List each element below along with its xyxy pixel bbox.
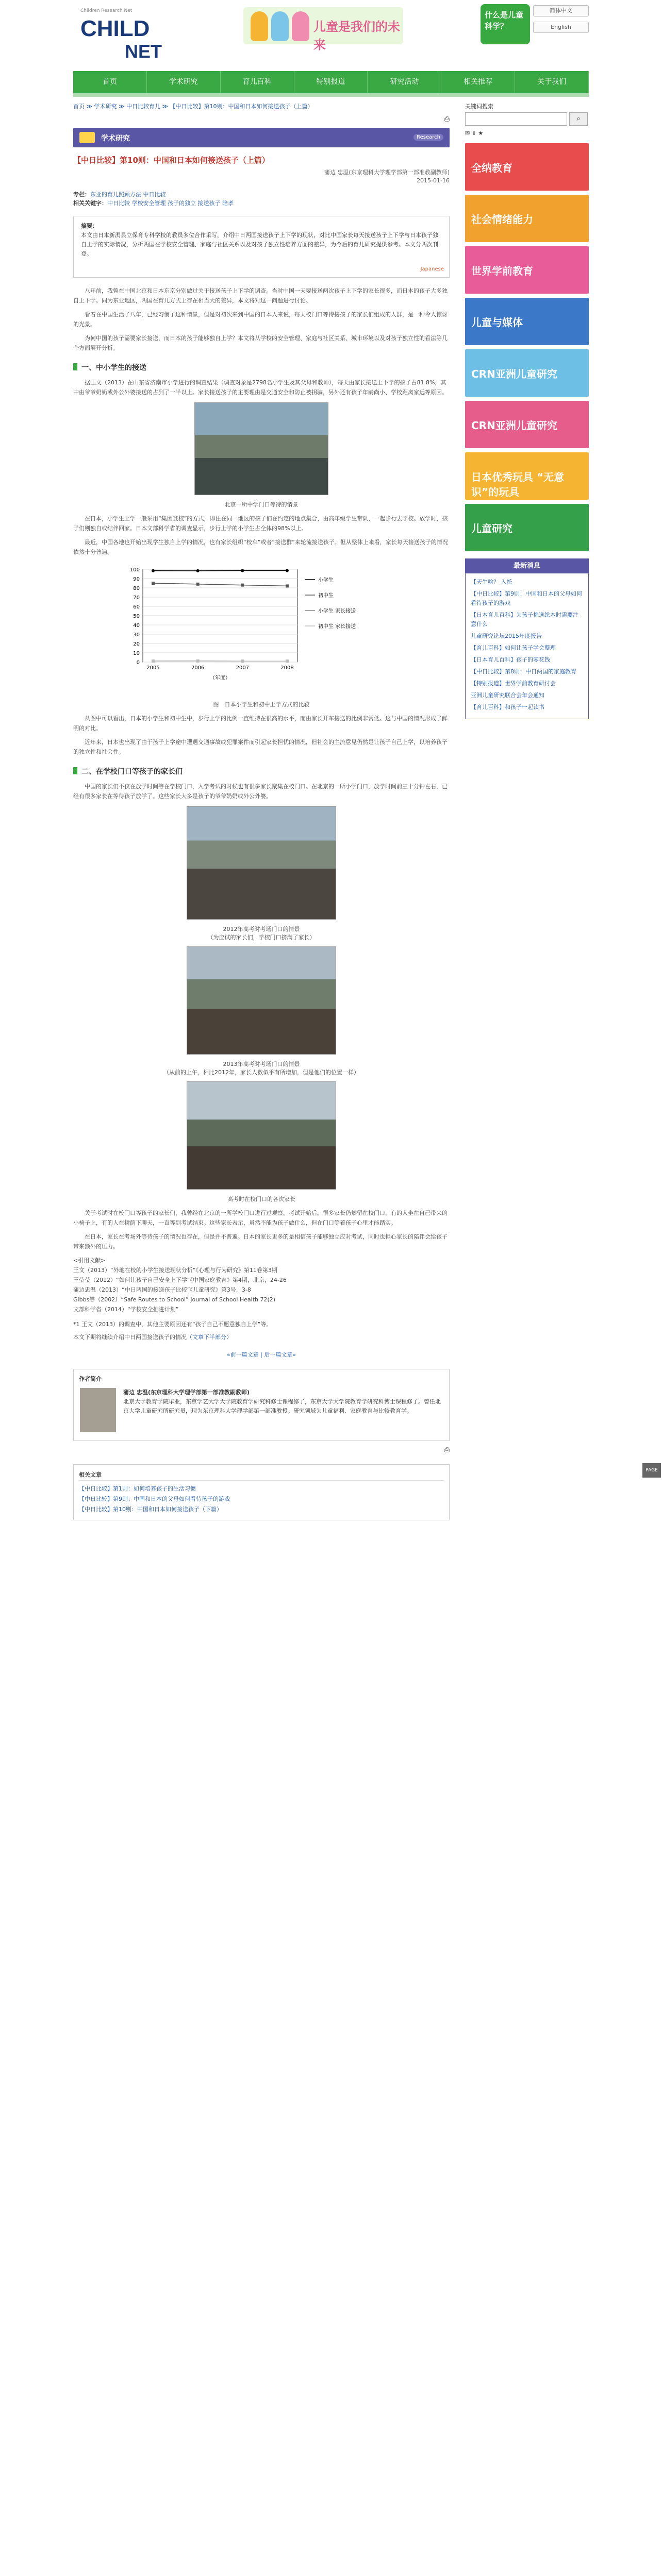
data-point [286,569,289,572]
banner-list [465,143,589,551]
reference-item: 蒲边忠温（2013）“中日两国的接送孩子比较”《儿童研究》第3号，3-8 [73,1286,251,1293]
logo-tagline: Children Research Net [80,8,133,13]
banner-label: 日本优秀玩具 “无意识”的玩具 [471,471,565,498]
data-point [286,659,289,663]
banner-label: CRN亚洲儿童研究 [471,368,557,380]
data-point [152,582,155,585]
news-item[interactable]: 儿童研究论坛2015年度报告 [471,633,542,639]
y-tick-label: 100 [129,567,140,573]
article-meta [73,168,450,185]
related-title: 相关文章 [79,1470,444,1481]
author-avatar [80,1388,116,1432]
sidebar-banner[interactable] [465,452,589,500]
child-illustration [271,11,289,41]
section-icon [79,132,95,143]
news-item[interactable]: 【日本育儿百科】孩子的零花钱 [471,656,550,663]
paragraph: 在日本，家长在考场外等待孩子的情况也存在，但是并不普遍。日本的家长更多的是相信孩子能够独立应对考试，同时也担心家长的陪伴会给孩子带来额外的压力。 [73,1233,448,1250]
y-tick-label: 50 [133,614,140,619]
next-note-text: 本文下期将继续介绍中日两国接送孩子的情况 [73,1334,187,1341]
y-tick-label: 20 [133,641,140,647]
data-point [241,659,244,663]
nav-item[interactable]: 育儿百科 [221,71,294,93]
paragraph: 在日本，小学生上学一般采用“集团登校”的方式，即住在同一地区的孩子们在约定的地点集合，由高年级学生带队，一起步行去学校。放学时，孩子们则独自或结伴回家。日本文部科学省的调查显示，步行上学的小学生占全体的98%以上。 [73,515,448,532]
banner-label: 儿童与媒体 [471,316,523,329]
section-heading: 一、中小学生的接送 [73,362,450,372]
paragraph: 最近，中国各地也开始出现学生独自上学的情况，也有家长组织“校车”或者“接送群”来轮流接送孩子。但从整体上来看，家长每天接送孩子的情况依然十分普遍。 [73,539,448,555]
search-input[interactable] [465,112,567,126]
banner-label: 社会情绪能力 [471,213,533,226]
news-item[interactable]: 【中日比较】第9则：中国和日本的父母如何看待孩子的游戏 [471,590,582,606]
footnote: *1 王文（2013）的调查中，其他主要原因还有“孩子自己不愿意独自上学”等。 [73,1321,272,1328]
sidebar-banner[interactable] [465,298,589,345]
chart-caption: 图 日本小学生和初中上学方式的比较 [213,701,310,708]
legend-label: 初中生 [318,593,334,599]
paragraph: 看着在中国生活了八年，已经习惯了这种情景，但是对初次来到中国的日本人来说，每天校门口等待接孩子的家长们组成的人群，是一种令人惊讶的光景。 [73,311,448,328]
data-point [286,584,289,587]
news-item[interactable]: 【特别报道】世界学前教育研讨会 [471,680,556,687]
news-box [465,558,589,719]
x-tick-label: 2005 [146,665,160,671]
sidebar-banner[interactable] [465,246,589,294]
breadcrumb[interactable]: 首页 ≫ 学术研究 ≫ 中日比较育儿 ≫ 【中日比较】第10则：中国和日本如何接送孩子（上篇） [73,103,313,110]
author-name: 蒲边 忠温(东京理科大学理学部第一部准教副教师) [123,1389,250,1396]
what-is-child-science-button[interactable]: 什么是儿童科学？ [481,4,530,44]
column-link[interactable]: 东亚的育儿照顾方法 中日比较 [90,191,166,198]
search-label: 关键词搜索 [465,103,493,110]
page-top-button[interactable]: PAGE TOP [642,1463,661,1478]
data-point [241,569,244,572]
article-pager[interactable]: «前一篇文章 | 后一篇文章» [226,1351,296,1358]
banner-label: 儿童研究 [471,522,512,535]
child-illustration [292,11,309,41]
legend-label: 小学生 [318,578,334,583]
nav-item[interactable]: 首页 [73,71,147,93]
article-title: 【中日比较】第10则：中国和日本如何接送孩子（上篇） [73,156,270,165]
child-illustration [251,11,268,41]
data-point [152,569,155,572]
news-list [466,573,588,719]
header [73,0,589,70]
y-tick-label: 90 [133,577,140,582]
section-title: 学术研究 [101,134,130,143]
photo-caption [73,1060,450,1076]
sidebar-banner[interactable] [465,504,589,551]
chart-svg [117,564,406,683]
keyword-links[interactable]: 中日比较 学校安全管理 孩子的独立 接送孩子 陪孝 [107,200,234,207]
school-gate-photo [194,402,328,495]
share-icons[interactable]: ✉ ⇧ ★ [465,130,484,137]
data-point [241,584,244,587]
next-note [73,1332,450,1342]
y-tick-label: 40 [133,623,140,629]
keywords-label: 相关关键字： [73,200,107,207]
related-link[interactable]: 【中日比较】第1则：如何培养孩子的生活习惯 [79,1485,196,1492]
x-axis-label: （年度） [210,675,230,681]
sidebar-banner[interactable] [465,401,589,448]
paragraph: 为何中国的孩子需要家长接送，而日本的孩子能够独自上学？本文将从学校的安全管理、家庭与社区关系、城市环境以及对孩子独立性的看法等几个方面展开分析。 [73,335,448,351]
main-content [73,99,450,1520]
photo-caption-title: 2012年高考时考场门口的情景 [223,926,300,933]
site-logo[interactable] [73,5,218,62]
data-point [152,659,155,663]
y-tick-label: 0 [136,660,140,666]
news-item[interactable]: 【中日比较】第8则：中日两国的家庭教育 [471,668,576,675]
author-info [123,1388,443,1416]
news-item[interactable]: 【育儿百科】如何让孩子学会整理 [471,645,556,651]
lang-en-button[interactable]: English [533,22,589,33]
author-bio: 北京大学教育学院毕业，东京学艺大学大学院教育学研究科修士课程修了，东京大学大学院教育学研究科博士课程修了。曾任北京大学儿童研究所研究员，现为东京理科大学理学部第一部准教授。研究领域为儿童福利、家庭教育与比较教育学。 [123,1398,441,1414]
article-date: 2015-01-16 [417,177,450,184]
legend-label: 初中生 家长接送 [318,624,356,630]
banner-label: 全纳教育 [471,162,512,174]
banner-label: CRN亚洲儿童研究 [471,419,557,432]
section-heading: 二、在学校门口等孩子的家长们 [73,766,450,776]
print-icon[interactable]: ⎙ [444,1446,450,1454]
nav-item[interactable]: 研究活动 [368,71,441,93]
sidebar-banner[interactable] [465,195,589,242]
banner-label: 世界学前教育 [471,265,533,277]
logo-child: CHILD [80,16,150,41]
nav-item[interactable]: 学术研究 [147,71,221,93]
x-tick-label: 2007 [236,665,250,671]
parents-waiting-photo [187,1081,336,1190]
photo-caption-sub: （从前的上午，相比2012年，家长人数似乎有所增加，但是他们的位置一样） [163,1069,359,1076]
photo-caption: 北京一所中学门口等待的情景 [224,501,299,508]
search-icon[interactable]: ⌕ [569,112,588,126]
abstract-label: 摘要： [81,223,98,229]
logo-net: NET [125,41,162,62]
y-tick-label: 60 [133,604,140,610]
author-box [73,1369,450,1441]
legend-label: 小学生 家长接送 [318,608,356,614]
sidebar [465,99,589,719]
next-part-link[interactable]: （文章下半部分） [187,1334,232,1341]
news-item[interactable]: 【育儿百科】和孩子一起读书 [471,704,544,710]
reference-item: 王文（2013）“外地在校的小学生接送现状分析”《心理与行为研究》第11卷第3期 [73,1267,277,1274]
reference-item: Gibbs等（2002）“Safe Routes to School” Journal of School Health 72(2) [73,1296,276,1303]
paragraph: 关于考试时在校门口等孩子的家长们，我曾经在北京的一所学校门口进行过观察。考试开始后，很多家长仍然留在校门口，有的人坐在自己带来的小椅子上，有的人在树荫下聊天，一直等到考试结束。这些家长表示，虽然不能为孩子做什么，但在门口等着孩子心里才能踏实。 [73,1210,448,1226]
exam-crowd-photo-2013 [187,946,336,1055]
x-tick-label: 2008 [280,665,294,671]
sidebar-banner[interactable] [465,143,589,191]
related-articles [73,1464,450,1520]
reference-item: 文部科学省（2014）“学校安全推进计划” [73,1306,179,1313]
references-title: <引用文献> [73,1257,106,1264]
news-item[interactable]: 【天生啥？ 入托 [471,579,512,585]
main-nav [73,71,589,93]
news-item[interactable]: 【日本育儿百科】为孩子挑选绘本时需要注意什么 [471,612,578,628]
article-tags [73,190,450,208]
paragraph: 中国的家长们不仅在放学时间等在学校门口，入学考试的时候也有很多家长聚集在校门口。在北京的一所小学门口，放学时间前三十分钟左右，已经有很多家长在等待孩子放学了。这些家长大多是孩子的爷爷奶奶或外公外婆。 [73,783,448,800]
reference-item: 王莹莹（2012）“如何让孩子自己安全上下学”《中国家庭教育》第4期，北京，24-26 [73,1277,287,1283]
series-line [153,583,287,586]
lang-cn-button[interactable]: 简体中文 [533,5,589,16]
data-point [196,569,200,572]
paragraph: 从图中可以看出，日本的小学生和初中生中，步行上学的比例一直维持在很高的水平，而由家长开车接送的比例非常低。这与中国的情况形成了鲜明的对比。 [73,715,448,732]
y-tick-label: 80 [133,586,140,591]
japanese-logo[interactable]: Japanese [420,266,444,272]
data-point [196,583,200,586]
author-box-title: 作者简介 [79,1376,102,1382]
article-author: 蒲边 忠温(东京理科大学理学部第一部准教副教师) [324,169,450,176]
y-tick-label: 70 [133,595,140,601]
language-switcher [533,5,589,38]
related-link[interactable]: 【中日比较】第10则：中国和日本如何接送孩子（下篇） [79,1506,222,1513]
section-header [73,128,450,147]
photo-caption [73,925,450,941]
rss-badge[interactable]: Research [413,134,443,141]
slogan-banner [243,7,403,52]
subnav-bar [73,93,589,97]
data-point [196,659,200,663]
news-item[interactable]: 亚洲儿童研究联合会年会通知 [471,692,544,699]
abstract-box [73,216,450,278]
exam-crowd-photo-2012 [187,806,336,920]
sidebar-banner[interactable] [465,349,589,397]
column-label: 专栏： [73,191,90,198]
x-tick-label: 2006 [191,665,205,671]
nav-item[interactable]: 关于我们 [515,71,589,93]
print-icon[interactable]: ⎙ [444,115,450,123]
commute-chart [117,564,406,693]
references [73,1256,450,1342]
photo-caption: 高考时在校门口的各次家长 [227,1196,295,1202]
nav-item[interactable]: 相关推荐 [441,71,515,93]
nav-item[interactable]: 特别报道 [294,71,368,93]
news-title: 最新消息 [466,559,588,573]
paragraph: 八年前，我曾在中国北京和日本东京分别做过关于接送孩子上下学的调查。当时中国一天要接送两次孩子上下学的家长很多，而日本的孩子大多独自上下学。同为东亚地区，两国在育儿方式上存在相当大的差异，本文将对这一问题进行讨论。 [73,287,448,304]
y-tick-label: 30 [133,632,140,638]
paragraph: 近年来，日本也出现了由于孩子上学途中遭遇交通事故或犯罪案件而引起家长担忧的情况，但社会的主流意见仍然是让孩子自己上学，以培养孩子的独立性和社会性。 [73,739,448,755]
photo-caption-title: 2013年高考时考场门口的情景 [223,1061,300,1067]
photo-caption-sub: （为应试的家长们，学校门口挤满了家长） [207,934,316,941]
slogan-text: 儿童是我们的未来 [313,20,400,52]
y-tick-label: 10 [133,651,140,656]
related-link[interactable]: 【中日比较】第9则：中国和日本的父母如何看待孩子的游戏 [79,1496,230,1502]
paragraph: 据王文（2013）在山东省济南市小学进行的调查结果（调查对象是2798名小学生及其父母和教师），每天由家长接送上下学的孩子占81.8%，其中由爷爷奶奶或外公外婆接送的占到了一半以上。家长接送孩子的主要理由是交通安全和防止被拐骗，另外还有孩子年龄尚小、学校距离家远等原因。 [73,379,448,396]
abstract-text: 本文由日本新潟县立保育专科学校的教员多位合作采写，介绍中日两国接送孩子上下学的现状，对比中国家长每天接送孩子上下学与日本孩子独自上学的实际情况，分析两国在学校安全管理、家庭与社区关系以及对孩子独立性培养方面的差异，为今后的育儿研究提供参考。本文分两次刊登。 [81,232,438,257]
